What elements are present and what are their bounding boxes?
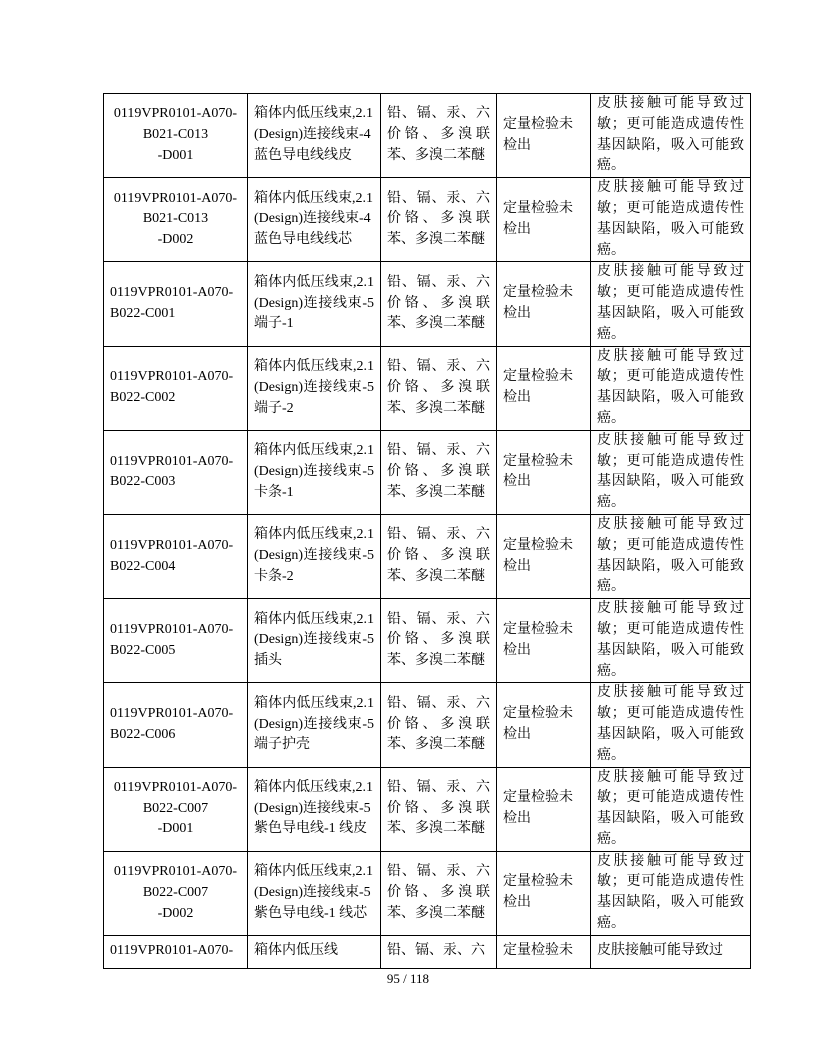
component-description-cell: 箱体内低压线束,2.1 (Design)连接线束-5 紫色导电线-1 线皮	[248, 767, 381, 851]
hazard-statement-cell: 皮肤接触可能导致过	[591, 935, 751, 968]
test-result-cell: 定量检验未检出	[497, 514, 591, 598]
part-number-cell: 0119VPR0101-A070- B022-C007 -D001	[104, 767, 248, 851]
hazard-statement-cell: 皮肤接触可能导致过敏；更可能造成遗传性基因缺陷，吸入可能致癌。	[591, 346, 751, 430]
hazard-statement-cell: 皮肤接触可能导致过敏；更可能造成遗传性基因缺陷，吸入可能致癌。	[591, 94, 751, 178]
test-result-cell: 定量检验未检出	[497, 178, 591, 262]
component-description-cell: 箱体内低压线束,2.1 (Design)连接线束-5 卡条-2	[248, 514, 381, 598]
substances-cell: 铅、镉、汞、六价铬、多溴联苯、多溴二苯醚	[381, 346, 497, 430]
substances-cell: 铅、镉、汞、六价铬、多溴联苯、多溴二苯醚	[381, 514, 497, 598]
report-table-body	[104, 94, 751, 969]
table-row	[104, 178, 751, 262]
substances-cell: 铅、镉、汞、六价铬、多溴联苯、多溴二苯醚	[381, 767, 497, 851]
component-description-cell: 箱体内低压线束,2.1 (Design)连接线束-5 端子护壳	[248, 683, 381, 767]
table-row	[104, 262, 751, 346]
hazard-statement-cell: 皮肤接触可能导致过敏；更可能造成遗传性基因缺陷，吸入可能致癌。	[591, 514, 751, 598]
hazard-statement-cell: 皮肤接触可能导致过敏；更可能造成遗传性基因缺陷，吸入可能致癌。	[591, 599, 751, 683]
component-description-cell: 箱体内低压线束,2.1 (Design)连接线束-5 卡条-1	[248, 430, 381, 514]
part-number-cell: 0119VPR0101-A070- B022-C001	[104, 262, 248, 346]
table-row	[104, 683, 751, 767]
part-number-cell: 0119VPR0101-A070-	[104, 935, 248, 968]
substances-cell: 铅、镉、汞、六价铬、多溴联苯、多溴二苯醚	[381, 599, 497, 683]
part-number-cell: 0119VPR0101-A070- B022-C005	[104, 599, 248, 683]
substances-cell: 铅、镉、汞、六价铬、多溴联苯、多溴二苯醚	[381, 430, 497, 514]
table-row	[104, 346, 751, 430]
substances-cell: 铅、镉、汞、六价铬、多溴联苯、多溴二苯醚	[381, 94, 497, 178]
substances-cell: 铅、镉、汞、六价铬、多溴联苯、多溴二苯醚	[381, 178, 497, 262]
component-description-cell: 箱体内低压线	[248, 935, 381, 968]
test-result-cell: 定量检验未检出	[497, 346, 591, 430]
table-row	[104, 599, 751, 683]
component-description-cell: 箱体内低压线束,2.1 (Design)连接线束-5 紫色导电线-1 线芯	[248, 851, 381, 935]
test-result-cell: 定量检验未检出	[497, 683, 591, 767]
part-number-cell: 0119VPR0101-A070- B021-C013 -D001	[104, 94, 248, 178]
test-result-cell: 定量检验未检出	[497, 767, 591, 851]
hazard-statement-cell: 皮肤接触可能导致过敏；更可能造成遗传性基因缺陷，吸入可能致癌。	[591, 178, 751, 262]
page-number: 95 / 118	[386, 971, 430, 986]
table-row	[104, 514, 751, 598]
component-description-cell: 箱体内低压线束,2.1 (Design)连接线束-5 插头	[248, 599, 381, 683]
component-description-cell: 箱体内低压线束,2.1 (Design)连接线束-4 蓝色导电线线皮	[248, 94, 381, 178]
test-result-cell: 定量检验未	[497, 935, 591, 968]
part-number-cell: 0119VPR0101-A070- B022-C003	[104, 430, 248, 514]
hazard-statement-cell: 皮肤接触可能导致过敏；更可能造成遗传性基因缺陷，吸入可能致癌。	[591, 851, 751, 935]
table-row	[104, 767, 751, 851]
component-description-cell: 箱体内低压线束,2.1 (Design)连接线束-5 端子-2	[248, 346, 381, 430]
table-row	[104, 94, 751, 178]
test-result-cell: 定量检验未检出	[497, 851, 591, 935]
substances-cell: 铅、镉、汞、六价铬、多溴联苯、多溴二苯醚	[381, 851, 497, 935]
hazard-statement-cell: 皮肤接触可能导致过敏；更可能造成遗传性基因缺陷，吸入可能致癌。	[591, 683, 751, 767]
table-row	[104, 851, 751, 935]
hazardous-substance-table	[103, 93, 751, 969]
table-row	[104, 430, 751, 514]
table-row	[104, 935, 751, 968]
test-result-cell: 定量检验未检出	[497, 599, 591, 683]
test-result-cell: 定量检验未检出	[497, 94, 591, 178]
substances-cell: 铅、镉、汞、六价铬、多溴联苯、多溴二苯醚	[381, 262, 497, 346]
hazard-statement-cell: 皮肤接触可能导致过敏；更可能造成遗传性基因缺陷，吸入可能致癌。	[591, 262, 751, 346]
part-number-cell: 0119VPR0101-A070- B022-C004	[104, 514, 248, 598]
component-description-cell: 箱体内低压线束,2.1 (Design)连接线束-5 端子-1	[248, 262, 381, 346]
component-description-cell: 箱体内低压线束,2.1 (Design)连接线束-4 蓝色导电线线芯	[248, 178, 381, 262]
part-number-cell: 0119VPR0101-A070- B022-C007 -D002	[104, 851, 248, 935]
part-number-cell: 0119VPR0101-A070- B022-C002	[104, 346, 248, 430]
test-result-cell: 定量检验未检出	[497, 262, 591, 346]
hazard-statement-cell: 皮肤接触可能导致过敏；更可能造成遗传性基因缺陷，吸入可能致癌。	[591, 430, 751, 514]
part-number-cell: 0119VPR0101-A070- B021-C013 -D002	[104, 178, 248, 262]
substances-cell: 铅、镉、汞、六	[381, 935, 497, 968]
substances-cell: 铅、镉、汞、六价铬、多溴联苯、多溴二苯醚	[381, 683, 497, 767]
hazard-statement-cell: 皮肤接触可能导致过敏；更可能造成遗传性基因缺陷，吸入可能致癌。	[591, 767, 751, 851]
part-number-cell: 0119VPR0101-A070- B022-C006	[104, 683, 248, 767]
test-result-cell: 定量检验未检出	[497, 430, 591, 514]
